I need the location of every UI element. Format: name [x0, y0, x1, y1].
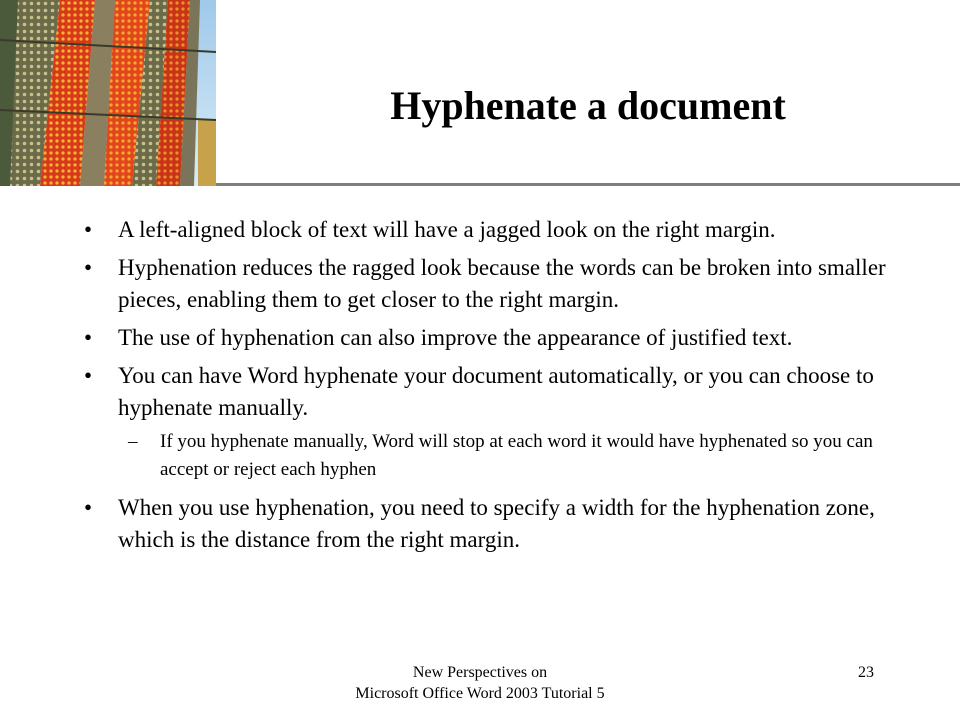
- bullet-text: When you use hyphenation, you need to specify a width for the hyphenation zone, which is the distance from the right margin.: [118, 495, 875, 552]
- sub-bullet-item: [80, 428, 890, 484]
- bullet-item: [80, 214, 890, 246]
- bullet-text: Hyphenation reduces the ragged look because the words can be broken into smaller pieces, enabling them to get closer to the right margin.: [118, 255, 886, 312]
- bullet-marker: •: [84, 495, 93, 520]
- bullet-marker: •: [84, 217, 93, 242]
- building-facade-image: [0, 0, 216, 186]
- bullet-text: A left-aligned block of text will have a jagged look on the right margin.: [118, 217, 776, 242]
- bullet-text: The use of hyphenation can also improve the appearance of justified text.: [118, 325, 793, 350]
- bullet-item: [80, 322, 890, 354]
- bullet-marker: •: [84, 363, 93, 388]
- bullet-marker: •: [84, 325, 93, 350]
- sub-bullet-marker: –: [128, 431, 138, 452]
- footer-line-2: Microsoft Office Word 2003 Tutorial 5: [355, 685, 605, 702]
- bullet-text: You can have Word hyphenate your document automatically, or you can choose to hyphenate manually.: [118, 363, 874, 420]
- bullet-item: [80, 360, 890, 424]
- page-number: 23: [858, 664, 874, 681]
- bullet-item: [80, 492, 890, 556]
- header-divider: [216, 183, 960, 186]
- bullet-marker: •: [84, 255, 93, 280]
- sub-bullet-text: If you hyphenate manually, Word will stop at each word it would have hyphenated so you can accept or reject each hyphen: [160, 431, 873, 480]
- footer-line-1: New Perspectives on: [412, 664, 548, 681]
- footer-caption: [260, 662, 700, 704]
- slide-title: Hyphenate a document: [390, 83, 786, 128]
- bullet-item: [80, 252, 890, 316]
- bullet-list: [80, 214, 890, 562]
